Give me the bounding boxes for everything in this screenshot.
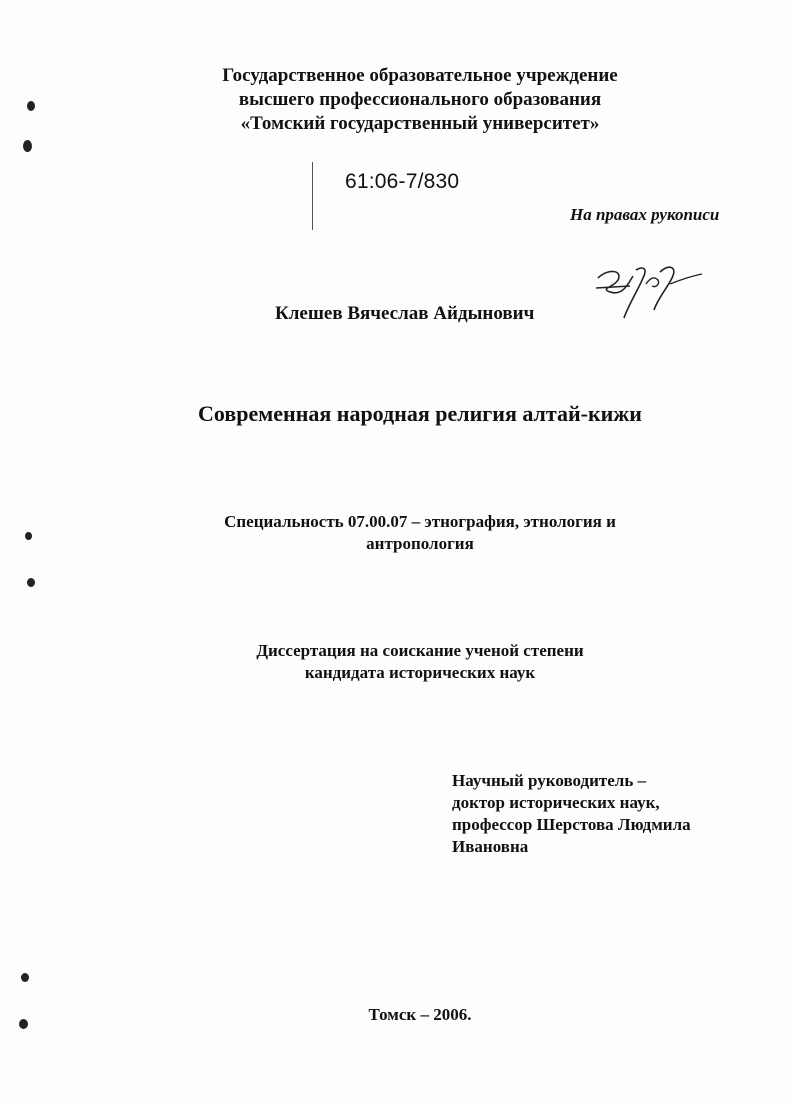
institution-line-2: высшего профессионального образования: [238, 89, 602, 110]
degree-line-1: Диссертация на соискание ученой степени: [256, 641, 584, 660]
author-name: Клешев Вячеслав Айдынович: [275, 303, 535, 324]
institution-line-1: Государственное образовательное учреждение: [222, 65, 618, 86]
scan-speck: [19, 1019, 28, 1029]
divider-line: [312, 162, 313, 230]
supervisor-line-2: доктор исторических наук,: [452, 793, 660, 812]
supervisor-line-4: Ивановна: [452, 837, 529, 856]
signature-image: [588, 258, 708, 324]
scan-speck: [27, 101, 35, 111]
scan-speck: [25, 532, 32, 540]
specialty-line-2: антропология: [366, 534, 474, 553]
supervisor-block: [452, 770, 691, 858]
scan-speck: [23, 140, 32, 152]
scan-speck: [21, 973, 29, 982]
dissertation-title: Современная народная религия алтай-кижи: [198, 401, 642, 426]
specialty-block: [120, 511, 720, 555]
rights-note: На правах рукописи: [570, 205, 720, 224]
supervisor-line-1: Научный руководитель –: [452, 771, 647, 790]
specialty-line-1: Специальность 07.00.07 – этнография, этнология и: [224, 512, 616, 531]
place-year: Томск – 2006.: [368, 1005, 472, 1024]
degree-block: [120, 640, 720, 684]
supervisor-line-3: профессор Шерстова Людмила: [452, 815, 691, 834]
institution-header: [120, 64, 720, 136]
archive-code: 61:06-7/830: [345, 170, 460, 193]
institution-line-3: «Томский государственный университет»: [240, 113, 600, 134]
scan-speck: [27, 578, 35, 587]
degree-line-2: кандидата исторических наук: [304, 663, 536, 682]
